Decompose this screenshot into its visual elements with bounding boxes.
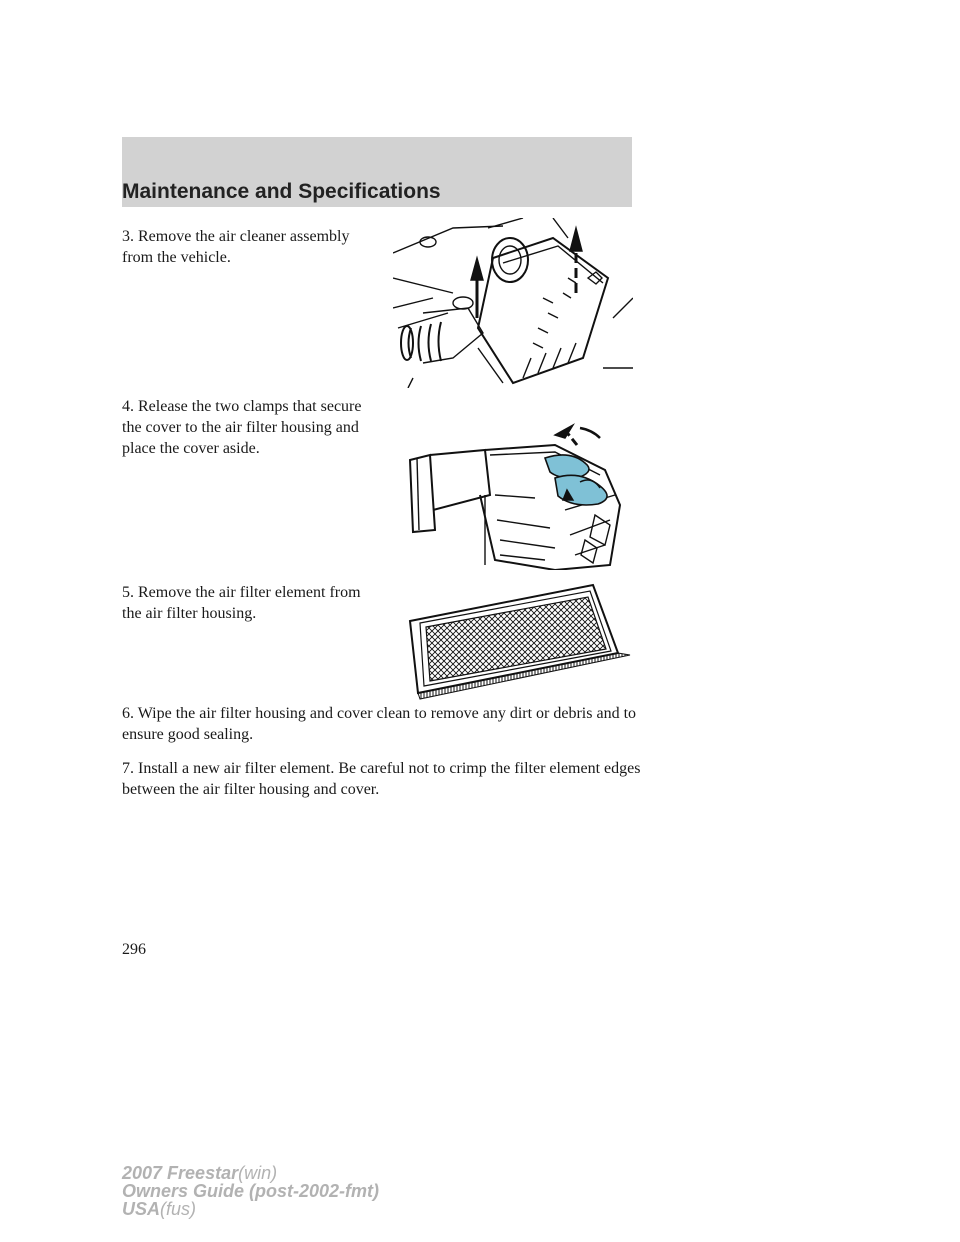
footer bbox=[122, 1164, 379, 1218]
footer-line-2: Owners Guide (post-2002-fmt) bbox=[122, 1181, 380, 1201]
step-4-text: 4. Release the two clamps that secure the cover to the air filter housing and place the cover aside. bbox=[122, 398, 362, 457]
step-7-text: 7. Install a new air filter element. Be careful not to crimp the filter element edges between the air filter housing and cover. bbox=[122, 760, 641, 798]
step-3-text: 3. Remove the air cleaner assembly from the vehicle. bbox=[122, 228, 350, 266]
step-5-text: 5. Remove the air filter element from the air filter housing. bbox=[122, 584, 361, 622]
page-title: Maintenance and Specifications bbox=[122, 180, 441, 203]
footer-line-1: 2007 Freestar(win) bbox=[122, 1163, 278, 1183]
air-filter-element-figure bbox=[408, 583, 633, 701]
cover-clamps-figure bbox=[405, 420, 635, 570]
air-cleaner-assembly-figure bbox=[393, 218, 633, 388]
page-number: 296 bbox=[122, 941, 146, 958]
footer-line-3: USA(fus) bbox=[122, 1199, 197, 1219]
step-6-text: 6. Wipe the air filter housing and cover clean to remove any dirt or debris and to ensure good sealing. bbox=[122, 705, 637, 743]
